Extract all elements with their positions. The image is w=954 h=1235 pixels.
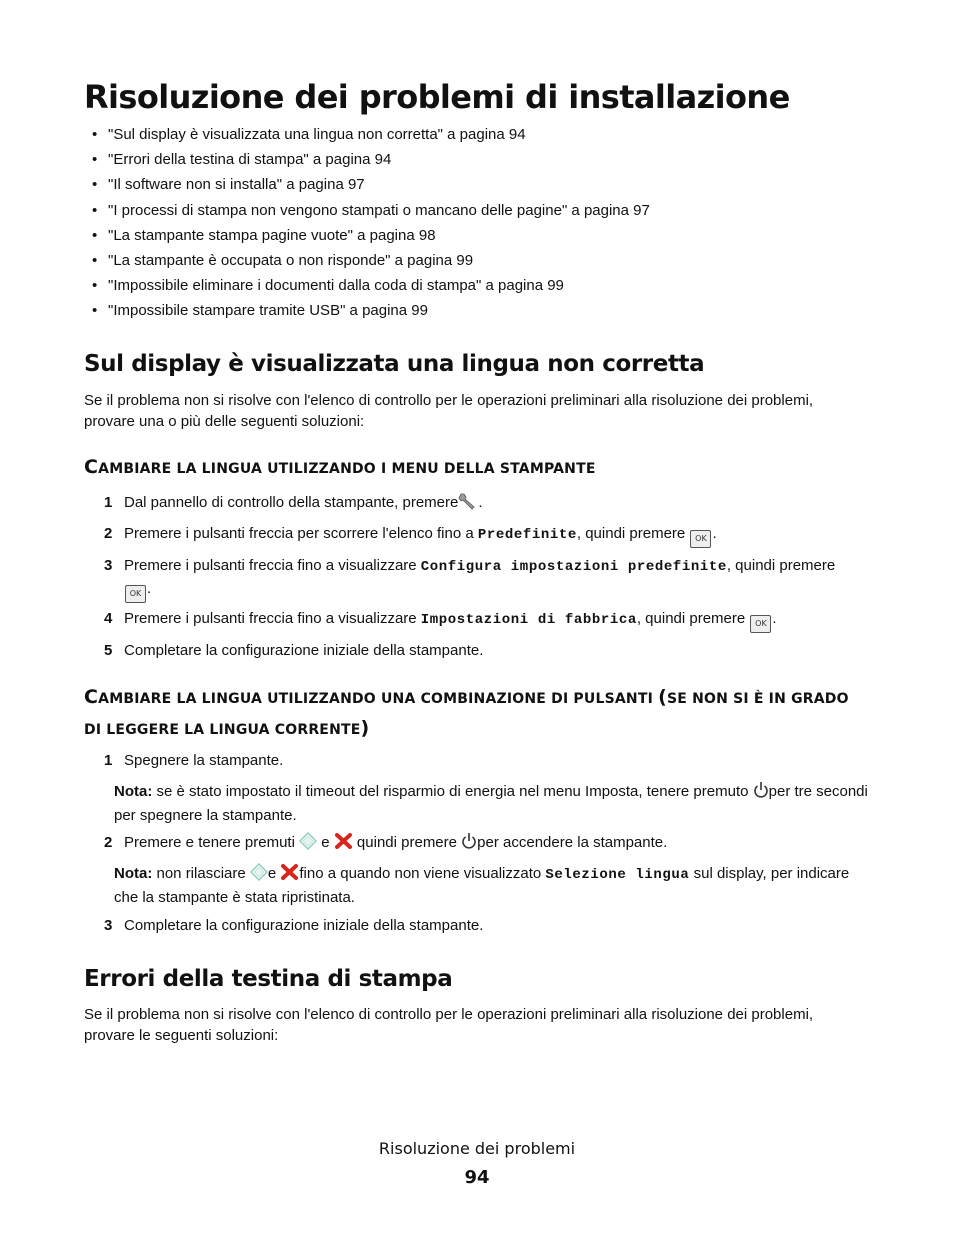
- page-title: Risoluzione dei problemi di installazione: [84, 78, 790, 116]
- step-number: 1: [104, 752, 113, 769]
- step-text: Premere i pulsanti freccia fino a visualizzare Impostazioni di fabbrica, quindi premere OK .: [124, 608, 874, 633]
- step-text-post: per accendere la stampante.: [477, 834, 668, 851]
- note-text-mid: e: [267, 865, 281, 882]
- section-intro: Se il problema non si risolve con l'elenco di controllo per le operazioni preliminari alla risoluzione dei problemi, provare le seguenti soluzioni:: [84, 1006, 814, 1044]
- footer-chapter-title: Risoluzione dei problemi: [378, 1139, 576, 1158]
- heading-rest: AMBIARE LA LINGUA UTILIZZANDO UNA COMBINAZIONE DI PULSANTI: [98, 691, 659, 707]
- step-text: Spegnere la stampante.: [124, 752, 284, 769]
- cancel-x-icon: [280, 863, 299, 888]
- step-number: 4: [104, 610, 113, 627]
- toc-item[interactable]: • "Il software non si installa" a pagina 97: [86, 174, 650, 199]
- step-text-pre: Premere i pulsanti freccia fino a visualizzare: [124, 610, 421, 627]
- note-text-mid2: fino a quando non viene visualizzato: [299, 865, 546, 882]
- step-text: Completare la configurazione iniziale della stampante.: [124, 917, 484, 934]
- step-text: [124, 492, 874, 516]
- cancel-x-icon: [334, 832, 353, 856]
- step-text-pre: Premere i pulsanti freccia fino a visualizzare: [124, 557, 421, 574]
- toc-item[interactable]: • "La stampante stampa pagine vuote" a pagina 98: [86, 225, 650, 250]
- step-number: 3: [104, 557, 113, 574]
- note-label: Nota:: [114, 783, 153, 800]
- step-number: 5: [104, 642, 113, 659]
- toc-item[interactable]: • "I processi di stampa non vengono stampati o mancano delle pagine" a pagina 97: [86, 200, 650, 225]
- subsection-heading-menu: [84, 453, 864, 484]
- display-text-code: Selezione lingua: [545, 867, 690, 883]
- note-block: [114, 863, 874, 908]
- note-text-pre: se è stato impostato il timeout del risparmio di energia nel menu Imposta, tenere premuto: [152, 783, 753, 800]
- toc-item[interactable]: • "La stampante è occupata o non risponde" a pagina 99: [86, 250, 650, 275]
- heading-rest: AMBIARE LA LINGUA UTILIZZANDO I MENU DELLA STAMPANTE: [98, 461, 596, 477]
- section-heading-wrong-language: Sul display è visualizzata una lingua non corretta: [84, 351, 705, 377]
- display-text-code: Impostazioni di fabbrica: [420, 612, 637, 628]
- heading-rest-2: SE NON SI È IN GRADO DI LEGGERE LA LINGUA CORRENTE: [84, 691, 849, 738]
- note-text-pre: non rilasciare: [152, 865, 250, 882]
- heading-paren-open: (: [658, 686, 667, 708]
- diamond-icon: [299, 832, 317, 856]
- toc-item[interactable]: • "Impossibile eliminare i documenti dalla coda di stampa" a pagina 99: [86, 275, 650, 300]
- step-text-pre: Premere i pulsanti freccia per scorrere l'elenco fino a: [124, 525, 478, 542]
- step-number: 2: [104, 525, 113, 542]
- heading-initial: C: [84, 456, 99, 478]
- ok-button-icon: OK: [125, 585, 146, 603]
- step-text-mid2: quindi premere: [352, 834, 462, 851]
- toc-list: [86, 124, 650, 326]
- toc-item[interactable]: • "Impossibile stampare tramite USB" a pagina 99: [86, 300, 650, 325]
- step-text-post: , quindi premere: [726, 557, 836, 574]
- wrench-icon: [458, 492, 478, 516]
- step-text: Premere i pulsanti freccia per scorrere l'elenco fino a Predefinite, quindi premere OK .: [124, 523, 874, 548]
- note-text-post: sul display, per indicare che la stampante è stata ripristinata.: [114, 865, 850, 906]
- note-block: [114, 781, 874, 826]
- step-text-post: , quindi premere: [576, 525, 686, 542]
- display-text-code: Predefinite: [477, 527, 577, 543]
- power-icon: [461, 832, 477, 856]
- section-intro: Se il problema non si risolve con l'elenco di controllo per le operazioni preliminari alla risoluzione dei problemi, provare una o più delle seguenti soluzioni:: [84, 392, 814, 430]
- diamond-icon: [250, 863, 268, 888]
- step-number: 3: [104, 917, 113, 934]
- ok-button-icon: OK: [750, 615, 771, 633]
- step-text-mid: e: [321, 834, 334, 851]
- step-text: [124, 832, 874, 856]
- page-number: 94: [464, 1167, 490, 1188]
- toc-item[interactable]: • "Sul display è visualizzata una lingua non corretta" a pagina 94: [86, 124, 650, 149]
- power-icon: [753, 781, 769, 806]
- subsection-heading-buttons: [84, 683, 864, 745]
- heading-paren-close: ): [360, 717, 370, 739]
- step-text-pre: Dal pannello di controllo della stampante, premere: [124, 494, 459, 511]
- step-text-pre: Premere e tenere premuti: [124, 834, 300, 851]
- note-label: Nota:: [114, 865, 153, 882]
- step-text-post: .: [478, 494, 483, 511]
- step-text: Completare la configurazione iniziale della stampante.: [124, 642, 484, 659]
- step-text-post: , quindi premere: [636, 610, 746, 627]
- step-text: Premere i pulsanti freccia fino a visualizzare Configura impostazioni predefinite, quindi premere OK .: [124, 555, 874, 603]
- display-text-code: Configura impostazioni predefinite: [420, 559, 727, 575]
- step-number: 2: [104, 834, 113, 851]
- ok-button-icon: OK: [690, 530, 711, 548]
- note-text-post: per tre secondi per spegnere la stampante.: [114, 783, 868, 824]
- heading-initial: C: [84, 686, 99, 708]
- toc-item[interactable]: • "Errori della testina di stampa" a pagina 94: [86, 149, 650, 174]
- step-number: 1: [104, 494, 113, 511]
- section-heading-printhead-errors: Errori della testina di stampa: [84, 966, 453, 992]
